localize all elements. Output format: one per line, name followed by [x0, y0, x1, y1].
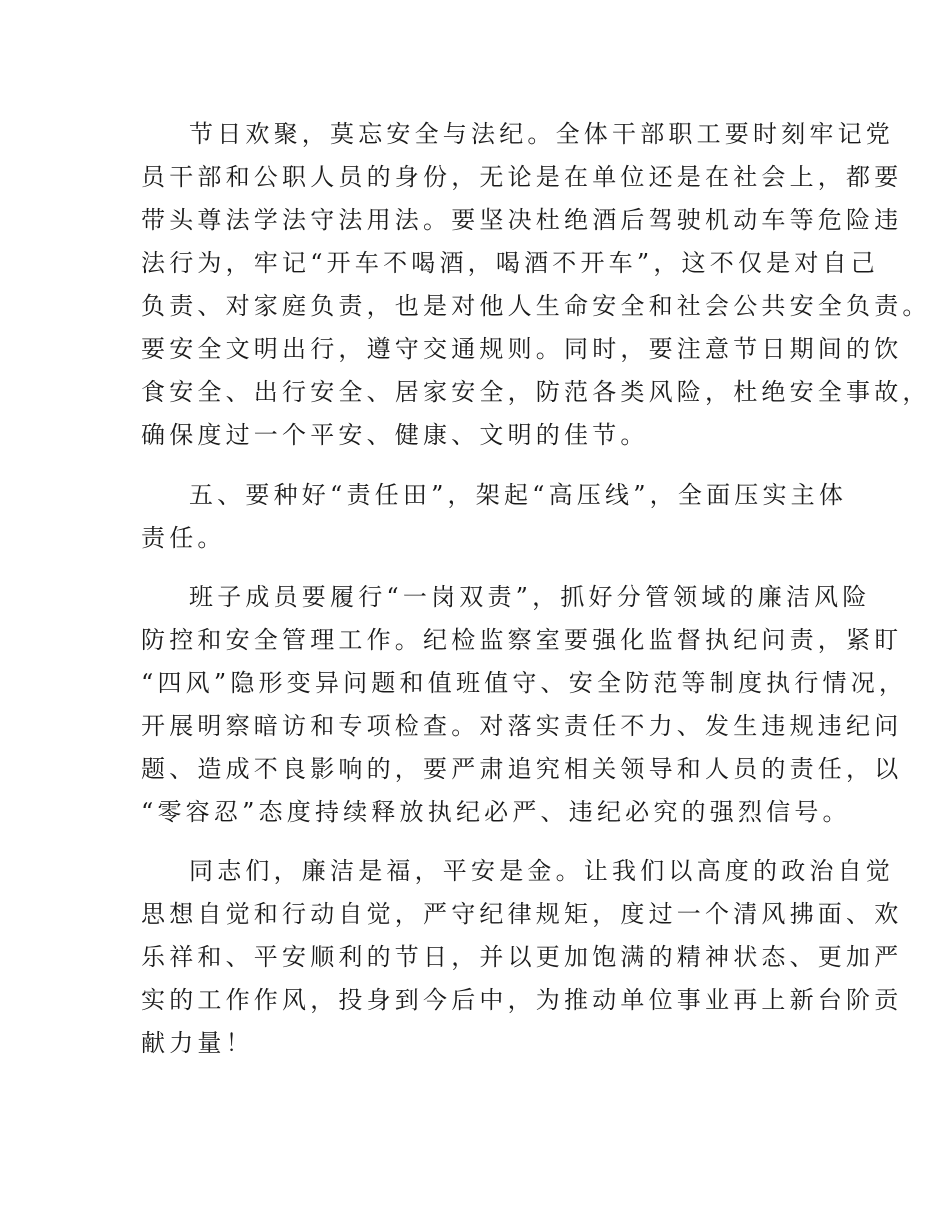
- paragraph-3-line-1: 班子成员要履行“一岗双责”，抓好分管领域的廉洁风险: [189, 583, 871, 611]
- paragraph-1-line-2: 员干部和公职人员的身份，无论是在单位还是在社会上，都要: [141, 163, 903, 191]
- paragraph-4-line-4: 实的工作作风，投身到今后中，为推动单位事业再上新台阶贡: [141, 986, 903, 1014]
- paragraph-1-line-8: 确保度过一个平安、健康、文明的佳节。: [141, 421, 649, 449]
- section-heading-line-2: 责任。: [141, 524, 226, 552]
- paragraph-1-line-5: 负责、对家庭负责，也是对他人生命安全和社会公共安全负责。: [141, 292, 931, 320]
- paragraph-3-line-6: “零容忍”态度持续释放执纪必严、违纪必究的强烈信号。: [141, 798, 851, 826]
- paragraph-3-line-5: 题、造成不良影响的，要严肃追究相关领导和人员的责任，以: [141, 755, 903, 783]
- paragraph-1-line-7: 食安全、出行安全、居家安全，防范各类风险，杜绝安全事故，: [141, 378, 931, 406]
- paragraph-1-line-1: 节日欢聚，莫忘安全与法纪。全体干部职工要时刻牢记党: [189, 120, 894, 148]
- paragraph-3-line-2: 防控和安全管理工作。纪检监察室要强化监督执纪问责，紧盯: [141, 626, 903, 654]
- paragraph-4-line-3: 乐祥和、平安顺利的节日，并以更加饱满的精神状态、更加严: [141, 943, 903, 971]
- paragraph-1-line-3: 带头尊法学法守法用法。要坚决杜绝酒后驾驶机动车等危险违: [141, 206, 903, 234]
- paragraph-1-line-6: 要安全文明出行，遵守交通规则。同时，要注意节日期间的饮: [141, 335, 903, 363]
- paragraph-4-line-2: 思想自觉和行动自觉，严守纪律规矩，度过一个清风拂面、欢: [141, 900, 903, 928]
- paragraph-4-line-1: 同志们，廉洁是福，平安是金。让我们以高度的政治自觉: [189, 857, 894, 885]
- paragraph-3-line-4: 开展明察暗访和专项检查。对落实责任不力、发生违规违纪问: [141, 712, 903, 740]
- section-heading-line-1: 五、要种好“责任田”，架起“高压线”，全面压实主体: [189, 481, 848, 509]
- paragraph-4-line-5: 献力量！: [141, 1029, 254, 1057]
- paragraph-3-line-3: “四风”隐形变异问题和值班值守、安全防范等制度执行情况，: [141, 669, 908, 697]
- paragraph-1-line-4: 法行为，牢记“开车不喝酒，喝酒不开车”，这不仅是对自己: [141, 249, 879, 277]
